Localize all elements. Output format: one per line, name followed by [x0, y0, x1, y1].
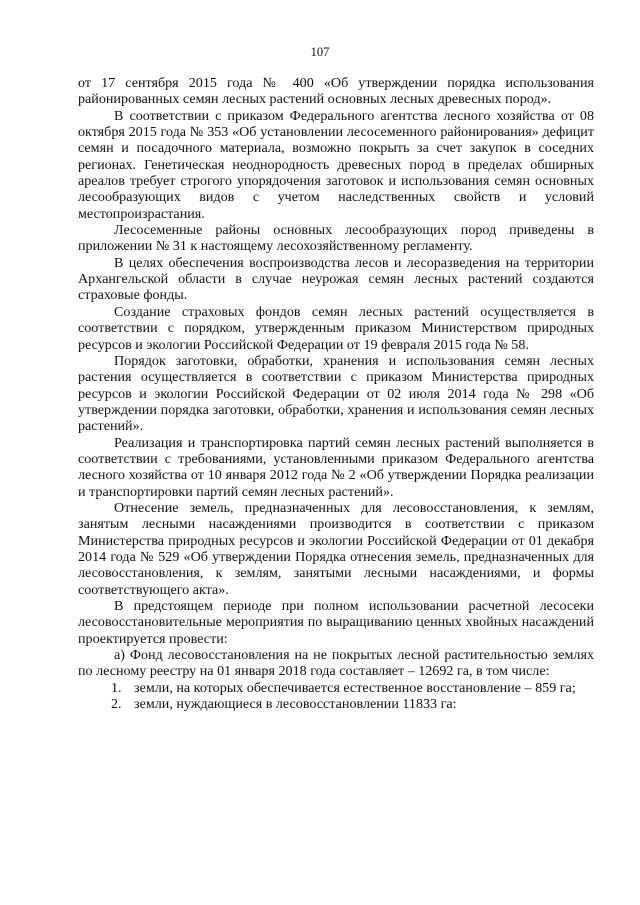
- list-item-number: 2.: [111, 696, 122, 713]
- paragraph-continuation: от 17 сентября 2015 года № 400 «Об утверждении порядка использования районированных семян лесных растений основных лесных древесных пород».: [78, 75, 594, 108]
- paragraph-seed-regions: Лесосеменные районы основных лесообразующих пород приведены в приложении № 31 к настоящему лесохозяйственному регламенту.: [78, 222, 594, 255]
- paragraph-seed-zoning: В соответствии с приказом Федерального агентства лесного хозяйства от 08 октября 2015 года № 353 «Об установлении лесосеменного районирования» дефицит семян и посадочного материала, возможно покрыть за счет закупок в соседних регионах. Генетическая неоднородность древесных пород в пределах обширных ареалов требует строгого упорядочения заготовок и использования семян основных лесообразующих видов с учетом наследственных свойств и условий местопроизрастания.: [78, 107, 594, 222]
- land-category-list: [78, 680, 594, 713]
- paragraph-fund-creation: Создание страховых фондов семян лесных растений осуществляется в соответствии с порядком, утвержденным приказом Министерством природных ресурсов и экологии Российской Федерации от 19 февраля 2015 года № 58.: [78, 303, 594, 353]
- list-item-text: земли, на которых обеспечивается естественное восстановление – 859 га;: [134, 679, 576, 696]
- page-number: 107: [310, 45, 330, 59]
- paragraph-insurance-funds: В целях обеспечения воспроизводства лесов и лесоразведения на территории Архангельской области в случае неурожая семян лесных растений создаются страховые фонды.: [78, 254, 594, 304]
- paragraph-land-classification: Отнесение земель, предназначенных для лесовосстановления, к землям, занятым лесными насаждениями производится в соответствии с приказом Министерства природных ресурсов и экологии Российской Федерации от 01 декабря 2014 года № 529 «Об утверждении Порядка отнесения земель, предназначенных для лесовосстановления, к землям, занятыми лесными насаждениями, и формы соответствующего акта».: [78, 499, 594, 598]
- list-item: [78, 680, 594, 696]
- paragraph-seed-transport: Реализация и транспортировка партий семян лесных растений выполняется в соответствии с требованиями, установленными приказом Федерального агентства лесного хозяйства от 10 января 2012 года № 2 «Об утверждении Порядка реализации и транспортировки партий семян лесных растений».: [78, 434, 594, 500]
- list-item: [78, 696, 594, 712]
- list-item-number: 1.: [111, 679, 122, 696]
- paragraph-seed-procedure: Порядок заготовки, обработки, хранения и использования семян лесных растения осуществляется в соответствии с приказом Министерства природных ресурсов и экологии Российской Федерации от 02 июля 2014 года № 298 «Об утверждении порядка заготовки, обработки, хранения и использования семян лесных растений».: [78, 352, 594, 435]
- document-body: [78, 75, 594, 712]
- paragraph-reforestation-plan: В предстоящем периоде при полном использовании расчетной лесосеки лесовосстановительные мероприятия по выращиванию ценных хвойных насаждений проектируется провести:: [78, 598, 594, 647]
- paragraph-reforestation-fund: а) Фонд лесовосстановления на не покрытых лесной растительностью землях по лесному реестру на 01 января 2018 года составляет – 12692 га, в том числе:: [78, 647, 594, 680]
- list-item-text: земли, нуждающиеся в лесовосстановлении 11833 га:: [134, 696, 457, 713]
